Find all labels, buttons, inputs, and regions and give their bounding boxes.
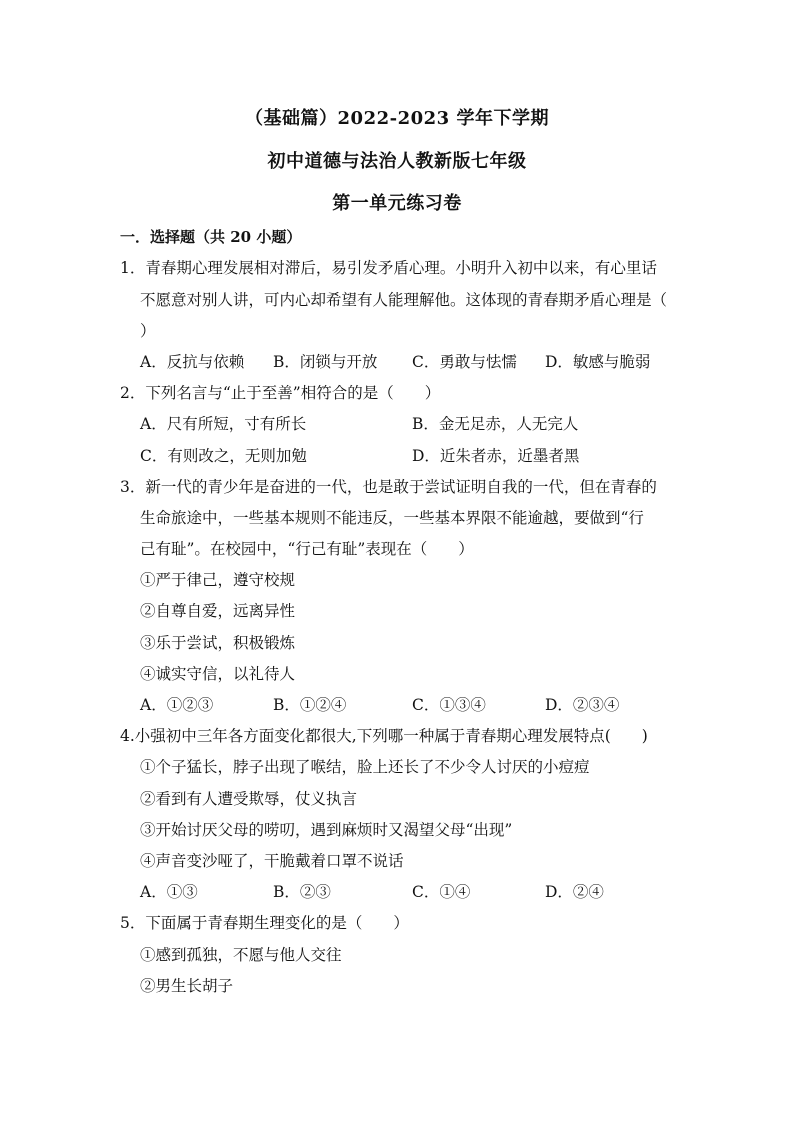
question-5-stem-line-1: 5．下面属于青春期生理变化的是（ ） (120, 914, 409, 932)
question-4-option-d: D．②④ (545, 883, 604, 901)
section-heading: 一．选择题（共 20 小题） (120, 228, 302, 246)
question-4-stem-line-1: 4.小强初中三年各方面变化都很大,下列哪一种属于青春期心理发展特点( ) (120, 727, 648, 745)
question-3-option-b: B．①②④ (273, 696, 347, 714)
exam-title-line-3: 第一单元练习卷 (332, 193, 462, 214)
question-1-option-b: B．闭锁与开放 (273, 353, 378, 371)
question-4-item-4: ④声音变沙哑了，干脆戴着口罩不说话 (140, 852, 404, 870)
exam-title-line-2: 初中道德与法治人教新版七年级 (267, 151, 527, 172)
question-2-option-b: B．金无足赤，人无完人 (412, 415, 579, 433)
question-3-option-c: C．①③④ (412, 696, 486, 714)
question-4-option-a: A．①③ (140, 883, 198, 901)
question-3-stem-line-3: 己有耻”。在校园中，“行己有耻”表现在（ ） (140, 540, 474, 558)
question-2-stem-line-1: 2．下列名言与“止于至善”相符合的是（ ） (120, 384, 441, 402)
question-4-item-2: ②看到有人遭受欺辱，仗义执言 (140, 790, 358, 808)
question-3-option-d: D．②③④ (545, 696, 620, 714)
question-3-stem-line-2: 生命旅途中，一些基本规则不能违反，一些基本界限不能逾越，要做到“行 (140, 509, 644, 527)
exam-title-line-1: （基础篇）2022-2023 学年下学期 (245, 108, 549, 129)
question-1-stem-line-2: 不愿意对别人讲，可内心却希望有人能理解他。这体现的青春期矛盾心理是（ (140, 291, 668, 309)
question-2-option-c: C．有则改之，无则加勉 (140, 447, 307, 465)
question-5-item-1: ①感到孤独，不愿与他人交往 (140, 946, 342, 964)
question-1-stem-line-1: 1．青春期心理发展相对滞后，易引发矛盾心理。小明升入初中以来，有心里话 (120, 259, 657, 277)
question-2-option-d: D．近朱者赤，近墨者黑 (412, 447, 580, 465)
question-3-stem-line-1: 3．新一代的青少年是奋进的一代，也是敢于尝试证明自我的一代，但在青春的 (120, 478, 657, 496)
question-3-item-2: ②自尊自爱，远离异性 (140, 602, 296, 620)
question-4-option-c: C．①④ (412, 883, 471, 901)
question-4-option-b: B．②③ (273, 883, 331, 901)
question-3-item-3: ③乐于尝试，积极锻炼 (140, 634, 296, 652)
question-4-item-3: ③开始讨厌父母的唠叨，遇到麻烦时又渴望父母“出现” (140, 821, 513, 839)
question-4-item-1: ①个子猛长，脖子出现了喉结，脸上还长了不少令人讨厌的小痘痘 (140, 758, 590, 776)
question-1-option-d: D．敏感与脆弱 (545, 353, 651, 371)
question-1-stem-line-3: ） (140, 322, 156, 340)
question-3-option-a: A．①②③ (140, 696, 214, 714)
question-1-option-a: A．反抗与依赖 (140, 353, 245, 371)
question-2-option-a: A．尺有所短，寸有所长 (140, 415, 307, 433)
question-3-item-4: ④诚实守信，以礼待人 (140, 665, 296, 683)
question-5-item-2: ②男生长胡子 (140, 977, 234, 995)
question-3-item-1: ①严于律己，遵守校规 (140, 571, 296, 589)
question-1-option-c: C．勇敢与怯懦 (412, 353, 517, 371)
